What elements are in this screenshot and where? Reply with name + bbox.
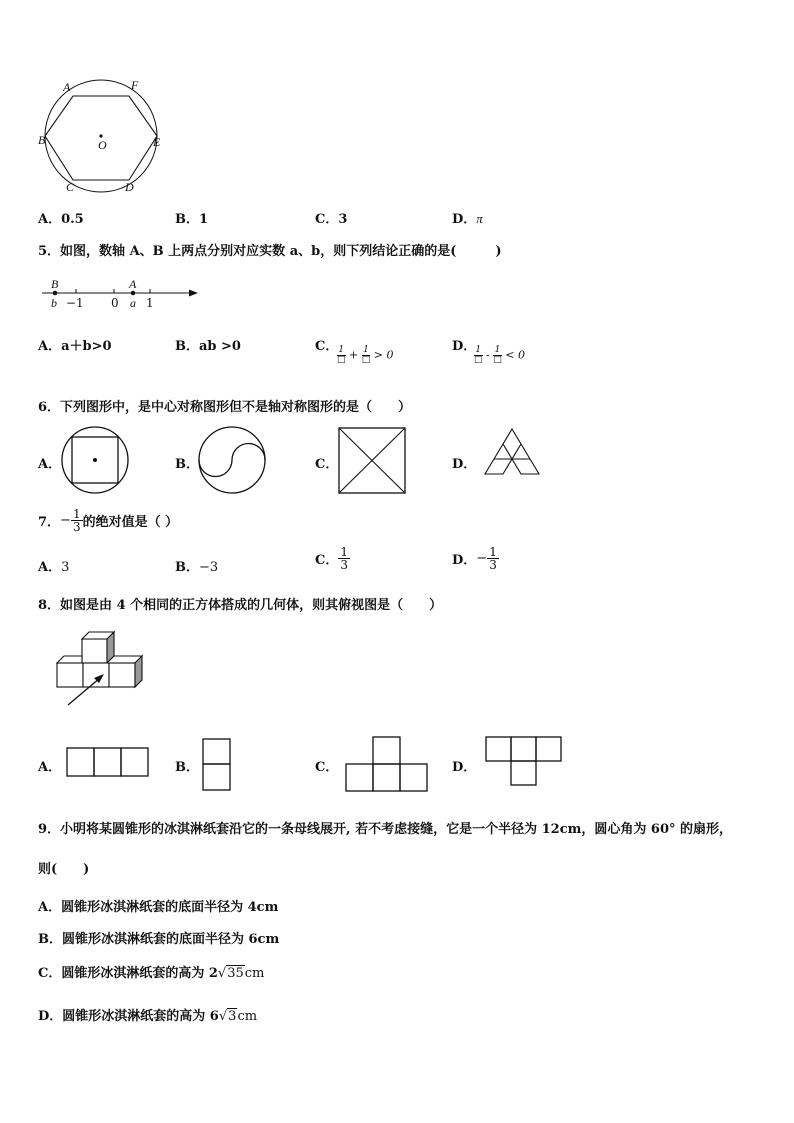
q6-option-d-label[interactable]: D． [452,457,477,472]
q5-option-b[interactable]: B．ab >0 [175,339,241,354]
q6-option-c-figure [338,427,408,495]
q7-stem: 7． − $\frac{1}{3}$ 的绝对值是（ ） [38,507,179,534]
q8-option-b-figure [202,738,232,792]
q7-option-b[interactable]: B．−3 [175,560,219,575]
q5-option-c-expression: $\frac{1}{□}$ + $\frac{1}{□}$ > 0 [337,345,394,365]
q7-option-a[interactable]: A．3 [38,560,70,575]
q6-option-c-label[interactable]: C． [315,457,339,472]
q6-option-b-label[interactable]: B． [175,457,199,472]
vertex-label-e: E [153,135,161,149]
q8-option-c-label[interactable]: C． [315,760,339,775]
vertex-label-d: D [125,180,134,194]
q7-option-c[interactable]: C． $\frac{1}{3}$ [315,545,348,572]
q8-option-d-label[interactable]: D． [452,760,477,775]
numberline-label-b: b [51,296,57,310]
q5-option-a[interactable]: A．a＋b>0 [38,339,112,354]
q9-option-a[interactable]: A．圆锥形冰淇淋纸套的底面半径为 4cm [38,900,279,915]
q8-option-d-figure [485,736,565,788]
q9-option-b[interactable]: B．圆锥形冰淇淋纸套的底面半径为 6cm [38,932,280,947]
vertex-label-b: B [38,133,46,147]
q6-option-a-figure [60,426,130,496]
q9-stem-line1: 9．小明将某圆锥形的冰淇淋纸套沿它的一条母线展开, 若不考虑接缝，它是一个半径为 12cm，圆心角为 60° 的扇形， [38,822,733,837]
q5-stem: 5．如图，数轴 A、B 上两点分别对应实数 a、b，则下列结论正确的是( ) [38,244,502,259]
numberline-label-a: a [130,296,136,310]
q4-option-d[interactable]: D．π [452,211,483,227]
numberline-label-b-upper: B [51,277,59,291]
vertex-label-f: F [131,78,139,92]
q4-option-b[interactable]: B．1 [175,212,209,227]
vertex-label-a: A [63,80,71,94]
q5-option-d-expression: $\frac{1}{□}$ - $\frac{1}{□}$ < 0 [474,345,525,365]
numberline-label-zero: 0 [111,296,119,310]
q6-option-b-figure [197,426,269,496]
q9-stem-line2: 则( ) [38,862,90,877]
q9-option-d[interactable]: D．圆锥形冰淇淋纸套的高为 6√3cm [38,1009,258,1024]
numberline-label-neg1: −1 [66,296,84,310]
numberline-label-a-upper: A [129,277,137,291]
q9-option-c[interactable]: C．圆锥形冰淇淋纸套的高为 2√35cm [38,966,265,981]
q8-option-a-figure [66,747,150,779]
q7-option-d[interactable]: D． − $\frac{1}{3}$ [452,545,497,572]
q5-option-d-label[interactable]: D． [452,339,477,354]
q4-option-c[interactable]: C．3 [315,212,348,227]
q8-option-c-figure [345,736,429,794]
cubes-3d-figure [52,630,152,710]
q5-option-c-label[interactable]: C． [315,339,339,354]
q4-option-a[interactable]: A．0.5 [38,212,84,227]
numberline-label-one: 1 [146,296,154,310]
vertex-label-c: C [66,180,75,194]
q8-option-a-label[interactable]: A． [38,760,62,775]
q8-option-b-label[interactable]: B． [175,760,199,775]
q6-option-a-label[interactable]: A． [38,457,62,472]
q6-option-d-figure [476,428,548,488]
center-label-o: O [98,138,107,152]
number-line [38,276,203,312]
q6-stem: 6．下列图形中，是中心对称图形但不是轴对称图形的是（ ） [38,400,412,415]
hexagon-circle-figure [36,78,166,196]
q8-stem: 8．如图是由 4 个相同的正方体搭成的几何体，则其俯视图是（ ） [38,598,443,613]
